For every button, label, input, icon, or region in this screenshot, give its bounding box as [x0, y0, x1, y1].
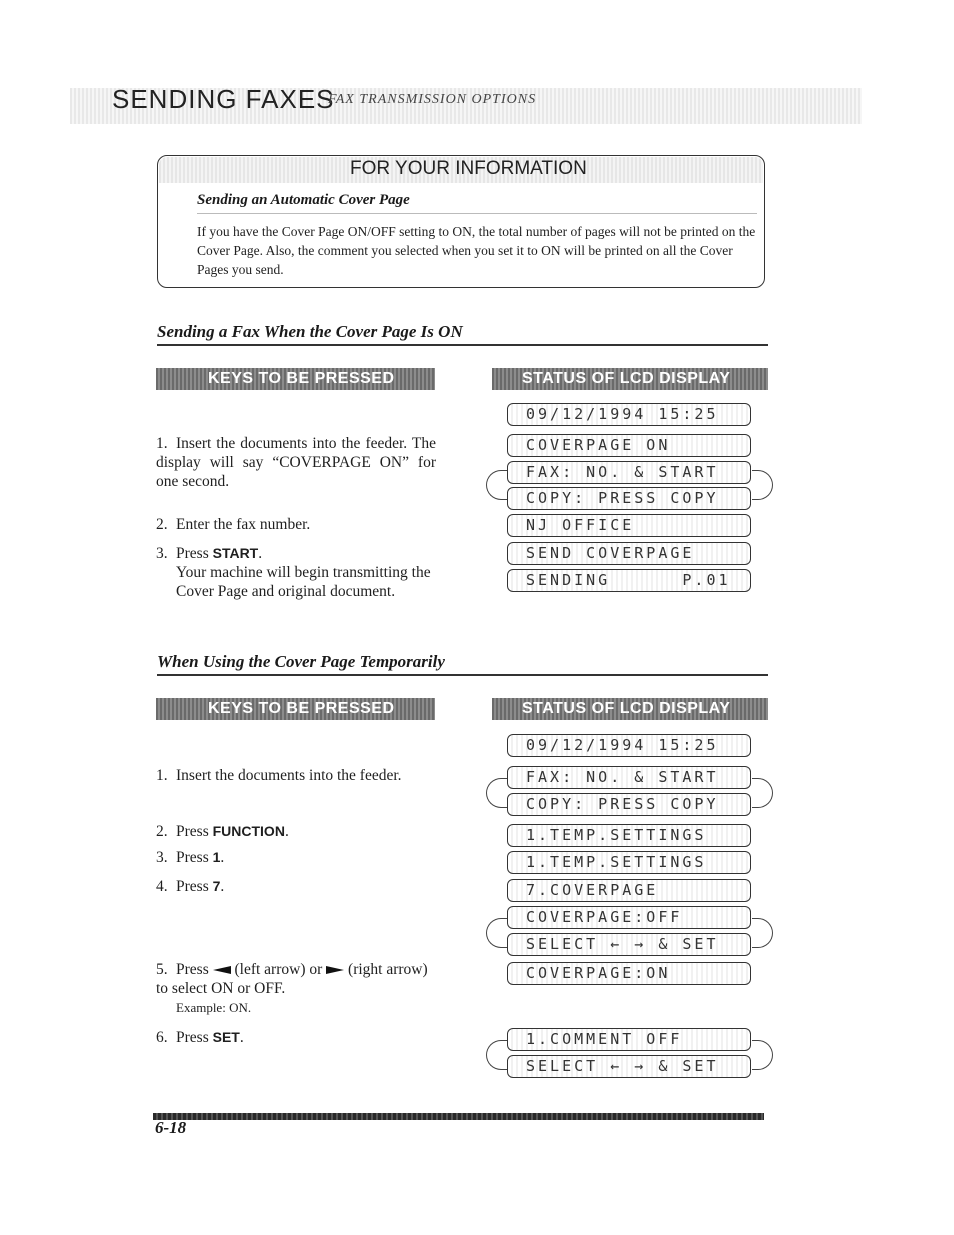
step-text: (right arrow) to select ON or OFF. — [156, 961, 428, 997]
step-text: . — [239, 1029, 244, 1046]
cycle-bracket-left-icon — [486, 470, 507, 500]
step-text: Enter the fax number. — [176, 516, 311, 533]
step-text: Insert the documents into the feeder. — [176, 767, 402, 784]
cycle-bracket-right-icon — [752, 918, 773, 948]
section2-rule — [157, 674, 768, 676]
cycle-bracket-left-icon — [486, 918, 507, 948]
lcd-display: FAX: NO. & START — [507, 461, 751, 484]
step-number: 3. — [156, 849, 168, 866]
lcd-display: SEND COVERPAGE — [507, 542, 751, 565]
lcd-display: 09/12/1994 15:25 — [507, 403, 751, 426]
lcd-display: FAX: NO. & START — [507, 766, 751, 789]
key-label: FUNCTION — [212, 823, 285, 839]
info-box-subtitle: Sending an Automatic Cover Page — [197, 192, 410, 208]
info-box-divider — [197, 213, 757, 214]
step-text: Press — [176, 961, 213, 978]
section2-step-2 — [156, 822, 436, 841]
step-number: 6. — [156, 1029, 168, 1046]
section2-title: When Using the Cover Page Temporarily — [157, 652, 445, 671]
section1-step-3 — [156, 544, 436, 601]
section1-rule — [157, 344, 768, 346]
step-example: Example: ON. — [176, 1000, 252, 1015]
info-box-body: If you have the Cover Page ON/OFF setting to ON, the total number of pages will not be printed on the Cover Page. Also, the comment you selected when you set it to ON will be printed on all the Cover Pages you send. — [197, 224, 756, 277]
lcd-display: 1.TEMP.SETTINGS — [507, 824, 751, 847]
page-header-subtitle: FAX TRANSMISSION OPTIONS — [328, 92, 537, 107]
step-text: Insert the documents into the feeder. The display will say “COVERPAGE ON” for one second. — [156, 435, 436, 490]
key-label: 7 — [212, 878, 221, 894]
section1-status-banner: STATUS OF LCD DISPLAY — [492, 368, 768, 390]
page-header-title: SENDING FAXES — [112, 84, 335, 114]
cycle-bracket-left-icon — [486, 778, 507, 808]
lcd-display: COVERPAGE:OFF — [507, 906, 751, 929]
cycle-bracket-right-icon — [752, 470, 773, 500]
cycle-bracket-right-icon — [752, 1040, 773, 1070]
section2-status-banner: STATUS OF LCD DISPLAY — [492, 698, 768, 720]
lcd-display: 1.TEMP.SETTINGS — [507, 851, 751, 874]
step-number: 3. — [156, 545, 168, 562]
step-text: . — [220, 849, 225, 866]
step-text: . — [284, 823, 289, 840]
lcd-display: COPY: PRESS COPY — [507, 793, 751, 816]
step-number: 5. — [156, 961, 168, 978]
step-text: Press — [176, 1029, 213, 1046]
step-number: 2. — [156, 823, 168, 840]
step-number: 1. — [156, 435, 168, 452]
step-text: Press — [176, 849, 213, 866]
page-number: 6-18 — [155, 1118, 187, 1137]
step-continuation: Your machine will begin transmitting the Cover Page and original document. — [176, 564, 431, 600]
section1-step-2 — [156, 515, 436, 534]
section2-step-5 — [156, 960, 441, 1017]
step-number: 2. — [156, 516, 168, 533]
section1-step-1 — [156, 434, 436, 491]
step-text: . — [220, 878, 225, 895]
step-text: Press — [176, 823, 213, 840]
step-text: (left arrow) or — [230, 961, 327, 978]
key-label: START — [212, 545, 259, 561]
step-text: Press — [176, 545, 213, 562]
lcd-display: SELECT ← → & SET — [507, 1055, 751, 1078]
lcd-display: COPY: PRESS COPY — [507, 487, 751, 510]
lcd-display: SENDING P.01 — [507, 569, 751, 592]
lcd-display: NJ OFFICE — [507, 514, 751, 537]
section2-keys-banner: KEYS TO BE PRESSED — [156, 698, 435, 720]
step-text: . — [258, 545, 263, 562]
step-number: 4. — [156, 878, 168, 895]
section2-step-6 — [156, 1028, 436, 1047]
left-arrow-icon — [213, 966, 231, 974]
step-number: 1. — [156, 767, 168, 784]
right-arrow-icon — [326, 966, 344, 974]
lcd-display: SELECT ← → & SET — [507, 933, 751, 956]
footer-rule — [153, 1113, 764, 1120]
key-label: 1 — [212, 849, 221, 865]
lcd-display: 1.COMMENT OFF — [507, 1028, 751, 1051]
key-label: SET — [212, 1029, 240, 1045]
lcd-display: COVERPAGE ON — [507, 434, 751, 457]
section1-keys-banner: KEYS TO BE PRESSED — [156, 368, 435, 390]
lcd-display: 09/12/1994 15:25 — [507, 734, 751, 757]
step-text: Press — [176, 878, 213, 895]
section2-step-4 — [156, 877, 436, 896]
info-box-heading: FOR YOUR INFORMATION — [350, 158, 587, 179]
cycle-bracket-right-icon — [752, 778, 773, 808]
section2-step-1 — [156, 766, 436, 785]
section2-step-3 — [156, 848, 436, 867]
cycle-bracket-left-icon — [486, 1040, 507, 1070]
section1-title: Sending a Fax When the Cover Page Is ON — [157, 322, 463, 341]
lcd-display: 7.COVERPAGE — [507, 879, 751, 902]
lcd-display: COVERPAGE:ON — [507, 962, 751, 985]
